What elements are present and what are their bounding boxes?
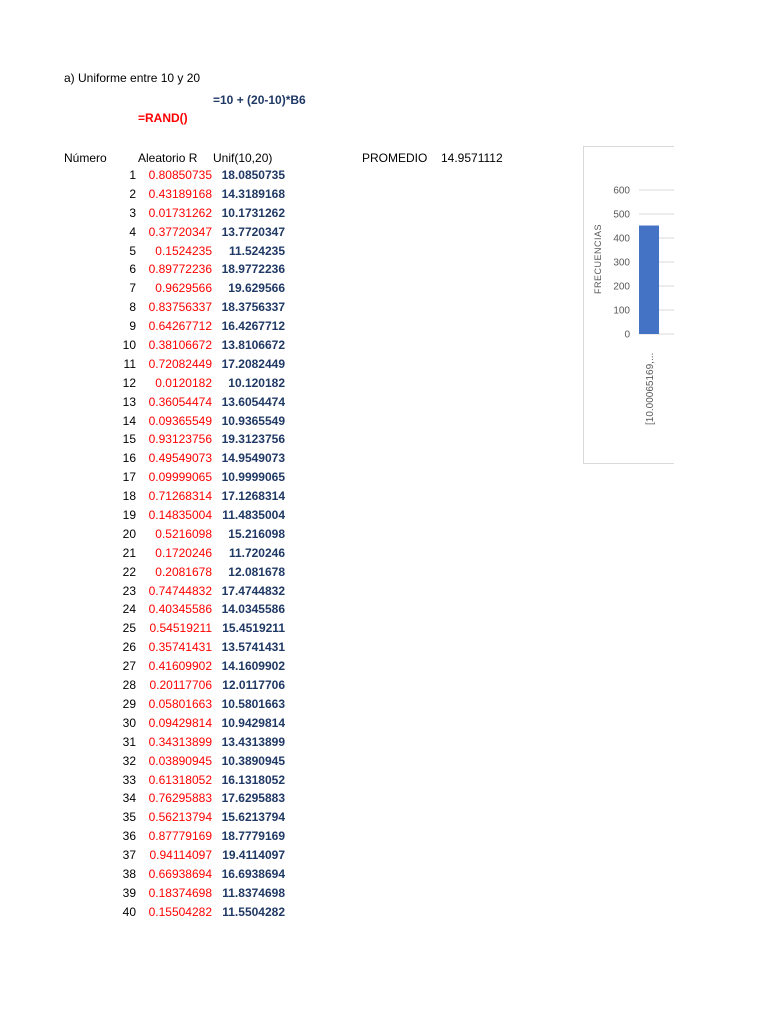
table-row xyxy=(0,884,300,903)
random-value-cell[interactable]: 0.2081678 xyxy=(155,564,212,579)
random-value-cell[interactable]: 0.93123756 xyxy=(148,432,212,447)
uniform-value-cell[interactable]: 17.2082449 xyxy=(221,356,285,371)
y-tick-label: 400 xyxy=(613,233,630,245)
row-number-cell[interactable]: 27 xyxy=(122,659,136,674)
uniform-value-cell[interactable]: 10.120182 xyxy=(228,375,285,390)
uniform-value-cell[interactable]: 11.4835004 xyxy=(222,508,285,523)
table-row xyxy=(0,242,300,261)
row-number-cell[interactable]: 9 xyxy=(129,319,136,334)
random-value-cell[interactable]: 0.36054474 xyxy=(148,394,212,409)
random-value-cell[interactable]: 0.74744832 xyxy=(148,583,212,598)
table-row xyxy=(0,185,300,204)
row-number-cell[interactable]: 8 xyxy=(129,300,136,315)
uniform-value-cell[interactable]: 10.5801663 xyxy=(221,696,285,711)
y-tick-label: 100 xyxy=(613,305,630,317)
uniform-value-cell[interactable]: 18.0850735 xyxy=(221,168,285,182)
uniform-value-cell[interactable]: 19.4114097 xyxy=(222,848,285,863)
table-row xyxy=(0,525,300,544)
random-value-cell[interactable]: 0.41609902 xyxy=(148,659,212,674)
row-number-cell[interactable]: 10 xyxy=(122,338,136,353)
uniform-value-cell[interactable]: 18.3756337 xyxy=(221,300,285,315)
table-row xyxy=(0,412,300,431)
random-value-cell[interactable]: 0.03890945 xyxy=(148,753,212,768)
uniform-value-cell[interactable]: 17.4744832 xyxy=(221,583,285,598)
table-row xyxy=(0,600,300,619)
row-number-cell[interactable]: 25 xyxy=(122,621,136,636)
random-value-cell[interactable]: 0.64267712 xyxy=(148,319,212,334)
table-row xyxy=(0,619,300,638)
formula-rand-note[interactable]: =RAND() xyxy=(138,111,188,125)
y-tick-label: 600 xyxy=(613,185,630,197)
row-number-cell[interactable]: 18 xyxy=(122,489,136,504)
row-number-cell[interactable]: 6 xyxy=(129,262,136,277)
table-row xyxy=(0,865,300,884)
random-value-cell[interactable]: 0.1524235 xyxy=(155,243,212,258)
row-number-cell[interactable]: 34 xyxy=(122,791,136,806)
row-number-cell[interactable]: 1 xyxy=(129,168,136,182)
row-number-cell[interactable]: 36 xyxy=(122,829,136,844)
row-number-cell[interactable]: 31 xyxy=(122,734,136,749)
random-value-cell[interactable]: 0.80850735 xyxy=(148,168,212,182)
row-number-cell[interactable]: 33 xyxy=(122,772,136,787)
table-row xyxy=(0,903,300,922)
table-row xyxy=(0,657,300,676)
table-row xyxy=(0,298,300,317)
random-value-cell[interactable]: 0.87779169 xyxy=(148,829,212,844)
uniform-value-cell[interactable]: 13.7720347 xyxy=(221,224,285,239)
row-number-cell[interactable]: 39 xyxy=(122,885,136,900)
uniform-value-cell[interactable]: 16.1318052 xyxy=(221,772,285,787)
random-value-cell[interactable]: 0.5216098 xyxy=(155,526,212,541)
uniform-value-cell[interactable]: 12.0117706 xyxy=(222,678,285,693)
table-row xyxy=(0,468,300,487)
uniform-value-cell[interactable]: 10.9365549 xyxy=(221,413,285,428)
uniform-value-cell[interactable]: 10.9999065 xyxy=(221,470,285,485)
table-row xyxy=(0,808,300,827)
row-number-cell[interactable]: 19 xyxy=(122,508,136,523)
random-value-cell[interactable]: 0.09365549 xyxy=(148,413,212,428)
table-row xyxy=(0,827,300,846)
random-value-cell[interactable]: 0.01731262 xyxy=(148,205,212,220)
table-row xyxy=(0,374,300,393)
uniform-value-cell[interactable]: 16.4267712 xyxy=(221,319,285,334)
uniform-value-cell[interactable]: 18.9772236 xyxy=(221,262,285,277)
histogram-chart[interactable] xyxy=(583,146,674,464)
table-row xyxy=(0,789,300,808)
uniform-value-cell[interactable]: 11.720246 xyxy=(228,545,285,560)
data-table xyxy=(0,166,300,922)
random-value-cell[interactable]: 0.56213794 xyxy=(148,810,212,825)
uniform-value-cell[interactable]: 14.3189168 xyxy=(221,186,285,201)
uniform-value-cell[interactable]: 18.7779169 xyxy=(221,829,285,844)
random-value-cell[interactable]: 0.20117706 xyxy=(149,678,212,693)
random-value-cell[interactable]: 0.40345586 xyxy=(148,602,212,617)
random-value-cell[interactable]: 0.94114097 xyxy=(149,848,212,863)
table-row xyxy=(0,487,300,506)
row-number-cell[interactable]: 28 xyxy=(122,678,136,693)
random-value-cell[interactable]: 0.43189168 xyxy=(148,186,212,201)
row-number-cell[interactable]: 15 xyxy=(122,432,136,447)
row-number-cell[interactable]: 20 xyxy=(122,526,136,541)
row-number-cell[interactable]: 22 xyxy=(122,564,136,579)
histogram-bar[interactable] xyxy=(639,226,659,334)
row-number-cell[interactable]: 2 xyxy=(129,186,136,201)
uniform-value-cell[interactable]: 13.8106672 xyxy=(221,338,285,353)
sheet-title[interactable]: a) Uniforme entre 10 y 20 xyxy=(64,71,201,85)
random-value-cell[interactable]: 0.66938694 xyxy=(148,866,212,881)
uniform-value-cell[interactable]: 13.5741431 xyxy=(221,640,285,655)
header-numero[interactable]: Número xyxy=(64,151,107,165)
table-row xyxy=(0,544,300,563)
formula-unif-note[interactable]: =10 + (20-10)*B6 xyxy=(213,93,306,107)
table-row xyxy=(0,260,300,279)
table-row xyxy=(0,846,300,865)
uniform-value-cell[interactable]: 14.0345586 xyxy=(221,602,285,617)
random-value-cell[interactable]: 0.05801663 xyxy=(148,696,212,711)
row-number-cell[interactable]: 29 xyxy=(122,696,136,711)
table-row xyxy=(0,449,300,468)
uniform-value-cell[interactable]: 13.4313899 xyxy=(221,734,285,749)
table-row xyxy=(0,279,300,298)
random-value-cell[interactable]: 0.9629566 xyxy=(155,281,212,296)
random-value-cell[interactable]: 0.72082449 xyxy=(148,356,212,371)
row-number-cell[interactable]: 30 xyxy=(122,715,136,730)
random-value-cell[interactable]: 0.1720246 xyxy=(155,545,212,560)
table-row xyxy=(0,430,300,449)
uniform-value-cell[interactable]: 19.629566 xyxy=(228,281,285,296)
y-axis-label: FRECUENCIAS xyxy=(593,223,603,295)
row-number-cell[interactable]: 32 xyxy=(122,753,136,768)
uniform-value-cell[interactable]: 11.524235 xyxy=(228,243,285,258)
row-number-cell[interactable]: 35 xyxy=(122,810,136,825)
uniform-value-cell[interactable]: 15.6213794 xyxy=(221,810,285,825)
row-number-cell[interactable]: 11 xyxy=(123,356,136,371)
row-number-cell[interactable]: 26 xyxy=(122,640,136,655)
table-row xyxy=(0,204,300,223)
y-tick-label: 300 xyxy=(613,257,630,269)
header-aleatorio[interactable]: Aleatorio R xyxy=(138,151,198,165)
random-value-cell[interactable]: 0.09999065 xyxy=(148,470,212,485)
random-value-cell[interactable]: 0.89772236 xyxy=(148,262,212,277)
random-value-cell[interactable]: 0.54519211 xyxy=(149,621,212,636)
table-row xyxy=(0,317,300,336)
promedio-label[interactable]: PROMEDIO xyxy=(362,151,428,165)
table-row xyxy=(0,638,300,657)
histogram-svg xyxy=(584,147,674,463)
y-tick-label: 500 xyxy=(613,209,630,221)
random-value-cell[interactable]: 0.18374698 xyxy=(148,885,212,900)
uniform-value-cell[interactable]: 16.6938694 xyxy=(221,866,285,881)
promedio-value[interactable]: 14.9571112 xyxy=(441,151,503,165)
table-row xyxy=(0,563,300,582)
uniform-value-cell[interactable]: 13.6054474 xyxy=(221,394,285,409)
random-value-cell[interactable]: 0.76295883 xyxy=(148,791,212,806)
x-category-label: [10.00065169,... xyxy=(645,352,656,425)
table-row xyxy=(0,393,300,412)
uniform-value-cell[interactable]: 15.4519211 xyxy=(222,621,285,636)
table-row xyxy=(0,752,300,771)
table-row xyxy=(0,223,300,242)
row-number-cell[interactable]: 37 xyxy=(122,848,136,863)
random-value-cell[interactable]: 0.0120182 xyxy=(155,375,212,390)
uniform-value-cell[interactable]: 12.081678 xyxy=(228,564,285,579)
table-row xyxy=(0,355,300,374)
y-tick-label: 0 xyxy=(624,329,630,341)
uniform-value-cell[interactable]: 15.216098 xyxy=(228,526,285,541)
uniform-value-cell[interactable]: 17.6295883 xyxy=(221,791,285,806)
table-row xyxy=(0,582,300,601)
table-row xyxy=(0,733,300,752)
table-row xyxy=(0,676,300,695)
table-row xyxy=(0,695,300,714)
y-tick-label: 200 xyxy=(613,281,630,293)
random-value-cell[interactable]: 0.61318052 xyxy=(148,772,212,787)
row-number-cell[interactable]: 16 xyxy=(122,451,136,466)
random-value-cell[interactable]: 0.34313899 xyxy=(148,734,212,749)
row-number-cell[interactable]: 40 xyxy=(122,904,136,919)
random-value-cell[interactable]: 0.09429814 xyxy=(148,715,212,730)
uniform-value-cell[interactable]: 14.9549073 xyxy=(221,451,285,466)
uniform-value-cell[interactable]: 14.1609902 xyxy=(221,659,285,674)
row-number-cell[interactable]: 4 xyxy=(129,224,136,239)
uniform-value-cell[interactable]: 10.1731262 xyxy=(221,205,285,220)
random-value-cell[interactable]: 0.37720347 xyxy=(148,224,212,239)
row-number-cell[interactable]: 14 xyxy=(122,413,136,428)
uniform-value-cell[interactable]: 10.9429814 xyxy=(221,715,285,730)
uniform-value-cell[interactable]: 17.1268314 xyxy=(221,489,285,504)
random-value-cell[interactable]: 0.35741431 xyxy=(148,640,212,655)
random-value-cell[interactable]: 0.49549073 xyxy=(148,451,212,466)
row-number-cell[interactable]: 38 xyxy=(122,866,136,881)
row-number-cell[interactable]: 21 xyxy=(122,545,136,560)
row-number-cell[interactable]: 24 xyxy=(122,602,136,617)
table-row xyxy=(0,714,300,733)
row-number-cell[interactable]: 13 xyxy=(122,394,136,409)
uniform-value-cell[interactable]: 10.3890945 xyxy=(221,753,285,768)
table-row xyxy=(0,336,300,355)
row-number-cell[interactable]: 17 xyxy=(122,470,136,485)
row-number-cell[interactable]: 23 xyxy=(122,583,136,598)
uniform-value-cell[interactable]: 11.5504282 xyxy=(222,904,285,919)
row-number-cell[interactable]: 5 xyxy=(129,243,136,258)
random-value-cell[interactable]: 0.15504282 xyxy=(148,904,212,919)
random-value-cell[interactable]: 0.71268314 xyxy=(148,489,212,504)
random-value-cell[interactable]: 0.38106672 xyxy=(148,338,212,353)
uniform-value-cell[interactable]: 11.8374698 xyxy=(222,885,285,900)
uniform-value-cell[interactable]: 19.3123756 xyxy=(221,432,285,447)
random-value-cell[interactable]: 0.83756337 xyxy=(148,300,212,315)
row-number-cell[interactable]: 7 xyxy=(129,281,136,296)
header-unif[interactable]: Unif(10,20) xyxy=(213,151,273,165)
table-row xyxy=(0,506,300,525)
random-value-cell[interactable]: 0.14835004 xyxy=(148,508,212,523)
row-number-cell[interactable]: 12 xyxy=(122,375,136,390)
row-number-cell[interactable]: 3 xyxy=(129,205,136,220)
table-row xyxy=(0,771,300,790)
table-row xyxy=(0,166,300,185)
